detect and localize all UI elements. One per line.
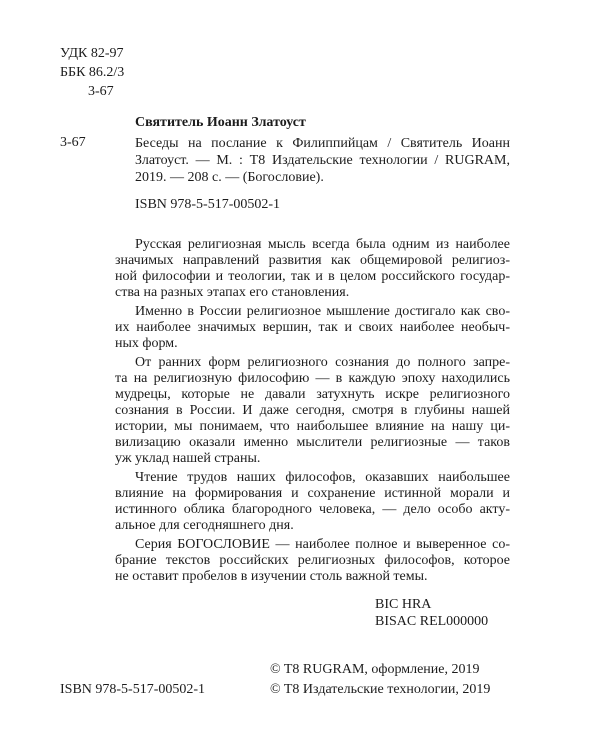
annotation-line: ства на разных этапах его становления. <box>115 285 350 300</box>
annotation-line: значимых направлений развития как общемировой религиоз- <box>115 253 510 268</box>
annotation-line: Чтение трудов наших философов, оказавших наибольшее <box>135 470 510 485</box>
annotation-line: Именно в России религиозное мышление достигало как сво- <box>135 304 510 319</box>
bibliographic-line: Беседы на послание к Филиппийцам / Святитель Иоанн <box>135 136 510 151</box>
annotation-paragraph <box>115 537 510 585</box>
annotation-paragraph <box>115 237 510 301</box>
bic-code: BIC HRA <box>375 597 432 612</box>
annotation-line: их наиболее значимых вершин, так и своих наиболее необыч- <box>115 320 510 335</box>
annotation-line: От ранних форм религиозного сознания до полного запре- <box>135 355 510 370</box>
annotation-line: истинного облика благородного человека, — дело особо акту- <box>115 502 510 517</box>
record-author-mark: 3-67 <box>60 135 86 150</box>
annotation-line: не оставит пробелов в изучении столь важной темы. <box>115 569 428 584</box>
copyright-design: © T8 RUGRAM, оформление, 2019 <box>270 662 480 677</box>
bibliographic-line: Златоуст. — М. : T8 Издательские технологии / RUGRAM, <box>135 153 510 168</box>
annotation-line: та на религиозную философию — в каждую эпоху находились <box>115 371 510 386</box>
bibliographic-description <box>135 135 510 186</box>
author-heading: Святитель Иоанн Златоуст <box>135 115 306 130</box>
annotation <box>115 237 510 585</box>
footer-isbn: ISBN 978-5-517-00502-1 <box>60 682 206 697</box>
bisac-code: BISAC REL000000 <box>375 614 489 629</box>
annotation-paragraph <box>115 304 510 352</box>
annotation-line: сознания в России. И даже сегодня, смотря в глубины нашей <box>115 403 510 418</box>
annotation-line: брание текстов российских религиозных философов, которое <box>115 553 510 568</box>
udk-code: УДК 82-97 <box>60 46 124 61</box>
annotation-paragraph <box>115 355 510 467</box>
bibliographic-line: 2019. — 208 с. — (Богословие). <box>135 170 324 185</box>
annotation-line: вилизацию оказали именно мыслители религиозные — таков <box>115 435 510 450</box>
bbk-code: ББК 86.2/3 <box>60 65 125 80</box>
annotation-line: мудрецы, которые не давали затухнуть искре религиозного <box>115 387 510 402</box>
copyright-publisher: © T8 Издательские технологии, 2019 <box>270 682 491 697</box>
annotation-line: Серия БОГОСЛОВИЕ — наиболее полное и выверенное со- <box>135 537 510 552</box>
annotation-line: Русская религиозная мысль всегда была одним из наиболее <box>135 237 510 252</box>
annotation-line: ной философии и теологии, так и в целом российского государ- <box>115 269 510 284</box>
annotation-line: уж уклад нашей страны. <box>115 451 261 466</box>
isbn: ISBN 978-5-517-00502-1 <box>135 197 281 212</box>
annotation-line: альное для сегодняшнего дня. <box>115 518 294 533</box>
annotation-paragraph <box>115 470 510 534</box>
annotation-line: влияние на формирования и сохранение истинной морали и <box>115 486 510 501</box>
annotation-line: ных форм. <box>115 336 178 351</box>
author-mark: 3-67 <box>88 84 114 99</box>
annotation-line: истории, мы понимаем, что наибольшее влияние на нашу ци- <box>115 419 510 434</box>
